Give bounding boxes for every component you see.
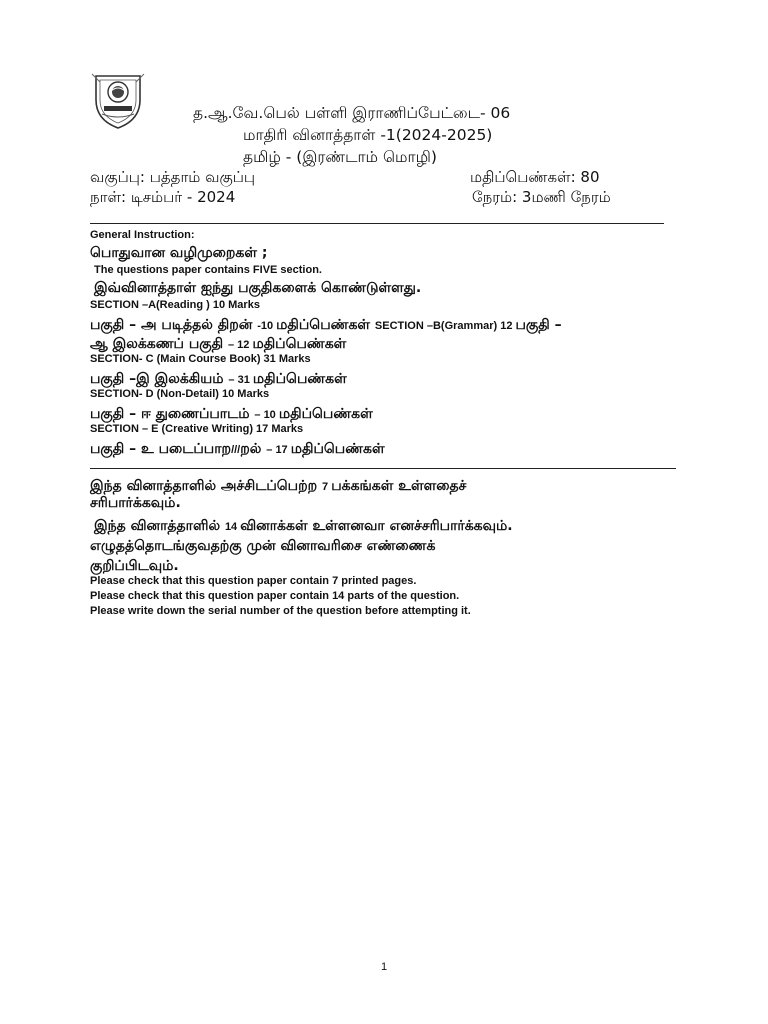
section-b-marks: – 12 (227, 339, 253, 351)
check-pages-english: Please check that this question paper contain 7 printed pages. (90, 575, 417, 587)
page-number: 1 (381, 961, 388, 973)
header-divider (90, 223, 664, 224)
section-c-marks: – 31 (228, 374, 253, 386)
section-a-tamil-line (90, 314, 562, 335)
section-d-marks: – 10 (254, 409, 279, 421)
section-e-tamil-suffix: றல் (240, 441, 267, 457)
section-c-tamil: பகுதி –இ இலக்கியம் (90, 371, 229, 387)
section-b-tamil-line (90, 333, 346, 354)
check-pages-tamil-end: பக்கங்கள் உள்ளதைச் (331, 478, 467, 494)
check-parts-tamil: இந்த வினாத்தாளில் (94, 518, 225, 534)
exam-title: மாதிரி வினாத்தாள் -1(2024-2025) (243, 126, 493, 144)
section-e-tamil: பகுதி – உ படைப்பாற (90, 441, 232, 457)
time-label: நேரம்: 3மணி நேரம் (472, 188, 611, 206)
date-label: நாள்: டிசம்பர் - 2024 (90, 188, 236, 206)
section-a-tamil: பகுதி – அ படித்தல் திறன் (90, 317, 258, 333)
section-d-marks-word: மதிப்பெண்கள் (278, 406, 373, 422)
check-serial-tamil: எழுதத்தொடங்குவதற்கு முன் வினாவரிசை எண்ணைக் (90, 538, 436, 554)
section-c-tamil-line (90, 368, 347, 389)
section-b-english: SECTION –B(Grammar) 12 (374, 320, 516, 332)
school-emblem-icon (88, 70, 148, 130)
instructions-divider (90, 468, 676, 469)
section-a-marks: -10 (257, 320, 277, 332)
instruction-heading-tamil: பொதுவான வழிமுறைகள் ; (90, 245, 268, 261)
sections-count-english: The questions paper contains FIVE section. (94, 264, 322, 276)
class-label: வகுப்பு: பத்தாம் வகுப்பு (90, 168, 256, 186)
marks-label: மதிப்பெண்கள்: 80 (470, 168, 600, 186)
subject-title: தமிழ் - (இரண்டாம் மொழி) (243, 148, 437, 166)
section-b-tamil-prefix: பகுதி – (515, 317, 562, 333)
check-pages-tamil: இந்த வினாத்தாளில் அச்சிடப்பெற்ற (90, 478, 323, 494)
check-parts-english: Please check that this question paper contain 14 parts of the question. (90, 590, 460, 602)
sections-count-tamil: இவ்வினாத்தாள் ஐந்து பகுதிகளைக் கொண்டுள்ளது. (94, 280, 422, 296)
section-e-slashes: /// (231, 444, 241, 456)
check-pages-tamil-line (90, 475, 466, 496)
check-serial-english: Please write down the serial number of the question before attempting it. (90, 605, 471, 617)
check-parts-tamil-line (94, 515, 513, 536)
check-pages-tamil-continued: சரிபார்க்கவும். (90, 495, 181, 511)
section-e-tamil-line (90, 438, 385, 459)
check-pages-number: 7 (322, 481, 332, 493)
general-instruction-heading: General Instruction: (90, 229, 195, 241)
section-d-tamil: பகுதி – ஈ துணைப்பாடம் (90, 406, 255, 422)
section-d-english: SECTION- D (Non-Detail) 10 Marks (90, 388, 270, 400)
check-parts-tamil-end: வினாக்கள் உள்ளனவா எனச்சரிபார்க்கவும். (240, 518, 513, 534)
section-e-english: SECTION – E (Creative Writing) 17 Marks (90, 423, 304, 435)
section-b-marks-word: மதிப்பெண்கள் (252, 336, 347, 352)
section-b-tamil: ஆ இலக்கணப் பகுதி (90, 336, 228, 352)
section-c-english: SECTION- C (Main Course Book) 31 Marks (90, 353, 311, 365)
school-name: த.ஆ.வே.பெல் பள்ளி இராணிப்பேட்டை- 06 (193, 104, 511, 122)
section-e-marks-word: மதிப்பெண்கள் (290, 441, 385, 457)
section-d-tamil-line (90, 403, 373, 424)
check-serial-tamil-continued: குறிப்பிடவும். (90, 558, 179, 574)
section-a-marks-word: மதிப்பெண்கள் (276, 317, 375, 333)
section-a-english: SECTION –A(Reading ) 10 Marks (90, 299, 260, 311)
section-e-marks: – 17 (266, 444, 291, 456)
check-parts-number: 14 (224, 521, 241, 533)
section-c-marks-word: மதிப்பெண்கள் (252, 371, 347, 387)
